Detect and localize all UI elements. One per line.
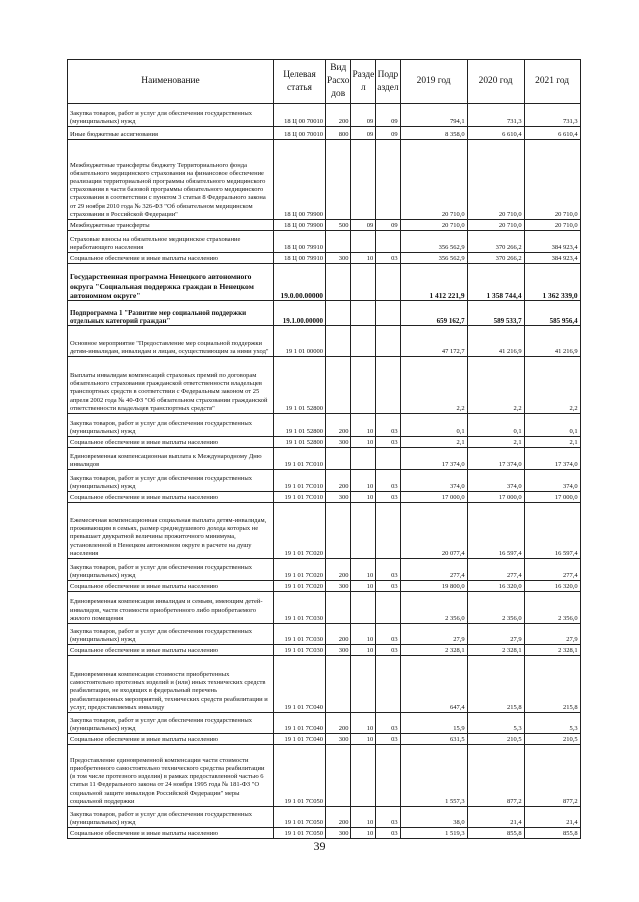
target-article-cell: 19 1 01 52800	[274, 437, 326, 448]
value-2020-cell: 855,8	[467, 828, 524, 839]
value-2020-cell: 370 266,2	[467, 231, 524, 253]
value-2021-cell: 731,3	[524, 104, 580, 127]
target-article-cell: 19 1 01 7С020	[274, 581, 326, 592]
value-2021-cell: 1 362 339,0	[524, 264, 580, 301]
section-cell	[351, 656, 376, 713]
expense-type-cell: 800	[326, 127, 351, 140]
section-cell: 10	[351, 734, 376, 745]
table-row	[68, 559, 581, 581]
section-cell: 10	[351, 414, 376, 437]
target-article-cell: 18 Ц 00 70010	[274, 104, 326, 127]
target-article-cell: 19 1 01 7С010	[274, 470, 326, 492]
row-name-cell: Социальное обеспечение и иные выплаты населению	[68, 581, 274, 592]
value-2019-cell: 2,1	[400, 437, 467, 448]
section-cell	[351, 448, 376, 470]
row-name-cell: Социальное обеспечение и иные выплаты населению	[68, 645, 274, 656]
value-2020-cell: 41 216,9	[467, 326, 524, 357]
value-2019-cell: 8 358,0	[400, 127, 467, 140]
expense-type-cell: 200	[326, 470, 351, 492]
row-name-cell: Закупка товаров, работ и услуг для обеспечения государственных (муниципальных) нужд	[68, 624, 274, 645]
table-row	[68, 745, 581, 807]
subsection-cell	[376, 592, 400, 624]
value-2021-cell: 384 923,4	[524, 231, 580, 253]
row-name-cell: Государственная программа Ненецкого автономного округа "Социальная поддержка граждан в Ненецком автономном округе"	[68, 264, 274, 301]
page-number: 39	[313, 839, 326, 853]
value-2020-cell: 374,0	[467, 470, 524, 492]
row-name-cell: Социальное обеспечение и иные выплаты населению	[68, 828, 274, 839]
value-2019-cell: 631,5	[400, 734, 467, 745]
value-2020-cell: 215,8	[467, 656, 524, 713]
header-target-article: Целевая статья	[274, 60, 326, 104]
expense-type-cell	[326, 326, 351, 357]
section-cell	[351, 264, 376, 301]
target-article-cell: 19 1 01 7С050	[274, 745, 326, 807]
row-name-cell: Единовременная компенсация стоимости приобретенных самостоятельно протезных изделий и (или) иных технических средств реабилитации, не входящих в федеральный перечень реабилитационных мероприятий, технических средств реабилитации и услуг, предоставляемых инвалиду	[68, 656, 274, 713]
subsection-cell: 09	[376, 220, 400, 231]
value-2019-cell: 1 519,3	[400, 828, 467, 839]
section-cell: 10	[351, 470, 376, 492]
subsection-cell	[376, 357, 400, 414]
value-2020-cell: 2,2	[467, 357, 524, 414]
section-cell: 10	[351, 645, 376, 656]
subsection-cell: 03	[376, 581, 400, 592]
row-name-cell: Социальное обеспечение и иные выплаты населению	[68, 492, 274, 503]
row-name-cell: Закупка товаров, работ и услуг для обеспечения государственных (муниципальных) нужд	[68, 807, 274, 828]
value-2019-cell: 17 000,0	[400, 492, 467, 503]
target-article-cell: 19 1 01 7С040	[274, 734, 326, 745]
value-2019-cell: 356 562,9	[400, 253, 467, 264]
row-name-cell: Ежемесячная компенсационная социальная выплата детям-инвалидам, проживающим в семьях, размер среднедушевого дохода которых не превышает двукратной величины прожиточного минимума, установленной в Ненецком автономном округе в расчете на душу населения	[68, 503, 274, 559]
value-2021-cell: 6 610,4	[524, 127, 580, 140]
expense-type-cell: 200	[326, 104, 351, 127]
table-row	[68, 357, 581, 414]
section-cell: 10	[351, 828, 376, 839]
subsection-cell: 03	[376, 828, 400, 839]
table-row	[68, 104, 581, 127]
value-2019-cell: 659 162,7	[400, 301, 467, 326]
value-2020-cell: 20 710,0	[467, 140, 524, 220]
value-2020-cell: 16 320,0	[467, 581, 524, 592]
value-2019-cell: 356 562,9	[400, 231, 467, 253]
subsection-cell	[376, 301, 400, 326]
subsection-cell	[376, 745, 400, 807]
value-2019-cell: 2 328,1	[400, 645, 467, 656]
expense-type-cell	[326, 264, 351, 301]
value-2020-cell: 877,2	[467, 745, 524, 807]
subsection-cell	[376, 326, 400, 357]
value-2019-cell: 20 710,0	[400, 220, 467, 231]
subsection-cell	[376, 264, 400, 301]
expense-type-cell: 200	[326, 807, 351, 828]
section-cell: 09	[351, 220, 376, 231]
value-2019-cell: 17 374,0	[400, 448, 467, 470]
row-name-cell: Подпрограмма 1 "Развитие мер социальной поддержки отдельных категорий граждан"	[68, 301, 274, 326]
subsection-cell	[376, 231, 400, 253]
table-row	[68, 127, 581, 140]
expense-type-cell	[326, 745, 351, 807]
row-name-cell: Закупка товаров, работ и услуг для обеспечения государственных (муниципальных) нужд	[68, 104, 274, 127]
table-row	[68, 624, 581, 645]
row-name-cell: Социальное обеспечение и иные выплаты населению	[68, 437, 274, 448]
header-subsection: Подр аздел	[376, 60, 400, 104]
subsection-cell: 03	[376, 734, 400, 745]
row-name-cell: Межбюджетные трансферты	[68, 220, 274, 231]
target-article-cell: 19 1 01 7С030	[274, 592, 326, 624]
section-cell: 10	[351, 713, 376, 734]
header-year-2019: 2019 год	[400, 60, 467, 104]
expense-type-cell	[326, 448, 351, 470]
table-row	[68, 220, 581, 231]
expense-type-cell: 300	[326, 492, 351, 503]
table-row	[68, 645, 581, 656]
table-row	[68, 470, 581, 492]
section-cell	[351, 592, 376, 624]
value-2020-cell: 6 610,4	[467, 127, 524, 140]
value-2021-cell: 2 356,0	[524, 592, 580, 624]
section-cell: 10	[351, 437, 376, 448]
table-row	[68, 592, 581, 624]
section-cell	[351, 140, 376, 220]
value-2019-cell: 374,0	[400, 470, 467, 492]
expense-type-cell: 500	[326, 220, 351, 231]
table-row	[68, 807, 581, 828]
subsection-cell: 03	[376, 414, 400, 437]
row-name-cell: Межбюджетные трансферты бюджету Территориального фонда обязательного медицинского страхования на финансовое обеспечение реализации территориальной программы обязательного медицинского страхования в части базовой программы обязательного медицинского страхования в соответствии с пунктом 3 статьи 8 Федерального закона от 29 ноября 2010 года № 326-ФЗ "Об обязательном медицинском страховании в Российской Федерации"	[68, 140, 274, 220]
subsection-cell	[376, 656, 400, 713]
value-2020-cell: 17 374,0	[467, 448, 524, 470]
table-row	[68, 581, 581, 592]
expense-type-cell: 200	[326, 559, 351, 581]
subsection-cell: 03	[376, 253, 400, 264]
expense-type-cell: 300	[326, 734, 351, 745]
budget-table	[67, 59, 581, 839]
table-row	[68, 326, 581, 357]
value-2021-cell: 2,2	[524, 357, 580, 414]
value-2021-cell: 374,0	[524, 470, 580, 492]
subsection-cell: 03	[376, 559, 400, 581]
table-row	[68, 734, 581, 745]
target-article-cell: 19 1 01 7С020	[274, 559, 326, 581]
value-2019-cell: 27,9	[400, 624, 467, 645]
value-2021-cell: 277,4	[524, 559, 580, 581]
expense-type-cell	[326, 656, 351, 713]
target-article-cell: 19 1 01 00000	[274, 326, 326, 357]
value-2021-cell: 17 000,0	[524, 492, 580, 503]
target-article-cell: 19 1 01 7С030	[274, 645, 326, 656]
value-2021-cell: 27,9	[524, 624, 580, 645]
value-2021-cell: 17 374,0	[524, 448, 580, 470]
value-2021-cell: 215,8	[524, 656, 580, 713]
target-article-cell: 19.1.00.00000	[274, 301, 326, 326]
row-name-cell: Иные бюджетные ассигнования	[68, 127, 274, 140]
section-cell: 10	[351, 492, 376, 503]
table-row	[68, 503, 581, 559]
value-2019-cell: 277,4	[400, 559, 467, 581]
subsection-cell: 03	[376, 470, 400, 492]
value-2021-cell: 41 216,9	[524, 326, 580, 357]
value-2020-cell: 27,9	[467, 624, 524, 645]
table-row	[68, 828, 581, 839]
table-body	[68, 104, 581, 839]
value-2021-cell: 384 923,4	[524, 253, 580, 264]
table-row	[68, 448, 581, 470]
section-cell: 09	[351, 127, 376, 140]
value-2019-cell: 794,1	[400, 104, 467, 127]
value-2021-cell: 16 320,0	[524, 581, 580, 592]
target-article-cell: 19 1 01 52800	[274, 414, 326, 437]
row-name-cell: Социальное обеспечение и иные выплаты населению	[68, 253, 274, 264]
section-cell: 10	[351, 253, 376, 264]
table-row	[68, 437, 581, 448]
target-article-cell: 19 1 01 7С030	[274, 624, 326, 645]
target-article-cell: 19 1 01 52800	[274, 357, 326, 414]
row-name-cell: Выплаты инвалидам компенсаций страховых премий по договорам обязательного страхования гражданской ответственности владельцев транспортных средств в соответствии с Федеральным законом от 25 апреля 2002 года № 40-ФЗ "Об обязательном страховании гражданской ответственности владельцев транспортных средств"	[68, 357, 274, 414]
row-name-cell: Страховые взносы на обязательное медицинское страхование неработающего населения	[68, 231, 274, 253]
value-2019-cell: 0,1	[400, 414, 467, 437]
row-name-cell: Основное мероприятие "Предоставление мер социальной поддержки детям-инвалидам, инвалидам и лицам, осуществляющим за ними уход"	[68, 326, 274, 357]
subsection-cell: 03	[376, 437, 400, 448]
section-cell	[351, 301, 376, 326]
expense-type-cell	[326, 592, 351, 624]
target-article-cell: 19 1 01 7С040	[274, 656, 326, 713]
subsection-cell: 03	[376, 492, 400, 503]
row-name-cell: Единовременная компенсация инвалидам и семьям, имеющим детей-инвалидов, части стоимости приобретенного либо приобретаемого жилого помещения	[68, 592, 274, 624]
subsection-cell	[376, 503, 400, 559]
value-2020-cell: 2,1	[467, 437, 524, 448]
target-article-cell: 19 1 01 7С020	[274, 503, 326, 559]
value-2020-cell: 589 533,7	[467, 301, 524, 326]
table-row	[68, 713, 581, 734]
table-row	[68, 414, 581, 437]
target-article-cell: 19 1 01 7С050	[274, 828, 326, 839]
section-cell: 10	[351, 807, 376, 828]
value-2020-cell: 210,5	[467, 734, 524, 745]
expense-type-cell: 300	[326, 581, 351, 592]
value-2021-cell: 20 710,0	[524, 140, 580, 220]
value-2019-cell: 20 077,4	[400, 503, 467, 559]
row-name-cell: Закупка товаров, работ и услуг для обеспечения государственных (муниципальных) нужд	[68, 713, 274, 734]
expense-type-cell	[326, 301, 351, 326]
section-cell	[351, 503, 376, 559]
row-name-cell: Единовременная компенсационная выплата к Международному Дню инвалидов	[68, 448, 274, 470]
subsection-cell: 03	[376, 624, 400, 645]
header-section: Разде л	[351, 60, 376, 104]
row-name-cell: Закупка товаров, работ и услуг для обеспечения государственных (муниципальных) нужд	[68, 414, 274, 437]
table-row	[68, 264, 581, 301]
target-article-cell: 19 1 01 7С050	[274, 807, 326, 828]
section-cell	[351, 357, 376, 414]
value-2020-cell: 731,3	[467, 104, 524, 127]
value-2020-cell: 16 597,4	[467, 503, 524, 559]
value-2019-cell: 15,9	[400, 713, 467, 734]
target-article-cell: 18 Ц 00 79900	[274, 220, 326, 231]
subsection-cell: 03	[376, 645, 400, 656]
expense-type-cell	[326, 357, 351, 414]
value-2019-cell: 47 172,7	[400, 326, 467, 357]
target-article-cell: 18 Ц 00 79910	[274, 231, 326, 253]
subsection-cell: 03	[376, 807, 400, 828]
value-2019-cell: 1 557,3	[400, 745, 467, 807]
row-name-cell: Закупка товаров, работ и услуг для обеспечения государственных (муниципальных) нужд	[68, 470, 274, 492]
value-2021-cell: 16 597,4	[524, 503, 580, 559]
target-article-cell: 19.0.00.00000	[274, 264, 326, 301]
value-2021-cell: 855,8	[524, 828, 580, 839]
value-2020-cell: 2 328,1	[467, 645, 524, 656]
section-cell: 10	[351, 624, 376, 645]
value-2021-cell: 21,4	[524, 807, 580, 828]
expense-type-cell: 300	[326, 253, 351, 264]
header-expense-type: Вид Расхо дов	[326, 60, 351, 104]
header-year-2021: 2021 год	[524, 60, 580, 104]
value-2019-cell: 2,2	[400, 357, 467, 414]
value-2021-cell: 210,5	[524, 734, 580, 745]
section-cell	[351, 745, 376, 807]
target-article-cell: 19 1 01 7С010	[274, 448, 326, 470]
table-header-row	[68, 60, 581, 104]
section-cell	[351, 231, 376, 253]
table-row	[68, 656, 581, 713]
value-2021-cell: 20 710,0	[524, 220, 580, 231]
value-2021-cell: 2 328,1	[524, 645, 580, 656]
header-name: Наименование	[68, 60, 274, 104]
row-name-cell: Предоставление единовременной компенсации части стоимости приобретенного самостоятельно технического средства реабилитации (в том числе протезного изделия) в рамках предоставленной частью 6 статьи 11 Федерального закона от 24 ноября 1995 года № 181-ФЗ "О социальной защите инвалидов Российской Федерации" меры социальной поддержки	[68, 745, 274, 807]
subsection-cell: 09	[376, 127, 400, 140]
value-2021-cell: 5,3	[524, 713, 580, 734]
value-2021-cell: 2,1	[524, 437, 580, 448]
target-article-cell: 19 1 01 7С040	[274, 713, 326, 734]
row-name-cell: Социальное обеспечение и иные выплаты населению	[68, 734, 274, 745]
value-2020-cell: 17 000,0	[467, 492, 524, 503]
expense-type-cell	[326, 231, 351, 253]
subsection-cell: 09	[376, 104, 400, 127]
value-2020-cell: 277,4	[467, 559, 524, 581]
value-2020-cell: 0,1	[467, 414, 524, 437]
section-cell: 09	[351, 104, 376, 127]
value-2020-cell: 5,3	[467, 713, 524, 734]
table-row	[68, 231, 581, 253]
value-2019-cell: 647,4	[400, 656, 467, 713]
value-2019-cell: 38,0	[400, 807, 467, 828]
expense-type-cell: 200	[326, 624, 351, 645]
target-article-cell: 18 Ц 00 70010	[274, 127, 326, 140]
expense-type-cell: 300	[326, 437, 351, 448]
table-row	[68, 492, 581, 503]
section-cell: 10	[351, 559, 376, 581]
expense-type-cell	[326, 140, 351, 220]
target-article-cell: 19 1 01 7С010	[274, 492, 326, 503]
expense-type-cell: 300	[326, 828, 351, 839]
target-article-cell: 18 Ц 00 79910	[274, 253, 326, 264]
value-2020-cell: 370 266,2	[467, 253, 524, 264]
header-year-2020: 2020 год	[467, 60, 524, 104]
value-2019-cell: 1 412 221,9	[400, 264, 467, 301]
table-row	[68, 140, 581, 220]
value-2020-cell: 21,4	[467, 807, 524, 828]
expense-type-cell	[326, 503, 351, 559]
section-cell: 10	[351, 581, 376, 592]
value-2019-cell: 19 800,0	[400, 581, 467, 592]
value-2019-cell: 20 710,0	[400, 140, 467, 220]
value-2021-cell: 585 956,4	[524, 301, 580, 326]
subsection-cell	[376, 448, 400, 470]
value-2021-cell: 0,1	[524, 414, 580, 437]
table-row	[68, 253, 581, 264]
subsection-cell: 03	[376, 713, 400, 734]
expense-type-cell: 200	[326, 713, 351, 734]
subsection-cell	[376, 140, 400, 220]
expense-type-cell: 200	[326, 414, 351, 437]
value-2020-cell: 20 710,0	[467, 220, 524, 231]
value-2020-cell: 2 356,0	[467, 592, 524, 624]
row-name-cell: Закупка товаров, работ и услуг для обеспечения государственных (муниципальных) нужд	[68, 559, 274, 581]
table-row	[68, 301, 581, 326]
value-2021-cell: 877,2	[524, 745, 580, 807]
expense-type-cell: 300	[326, 645, 351, 656]
value-2020-cell: 1 358 744,4	[467, 264, 524, 301]
target-article-cell: 18 Ц 00 79900	[274, 140, 326, 220]
section-cell	[351, 326, 376, 357]
value-2019-cell: 2 356,0	[400, 592, 467, 624]
